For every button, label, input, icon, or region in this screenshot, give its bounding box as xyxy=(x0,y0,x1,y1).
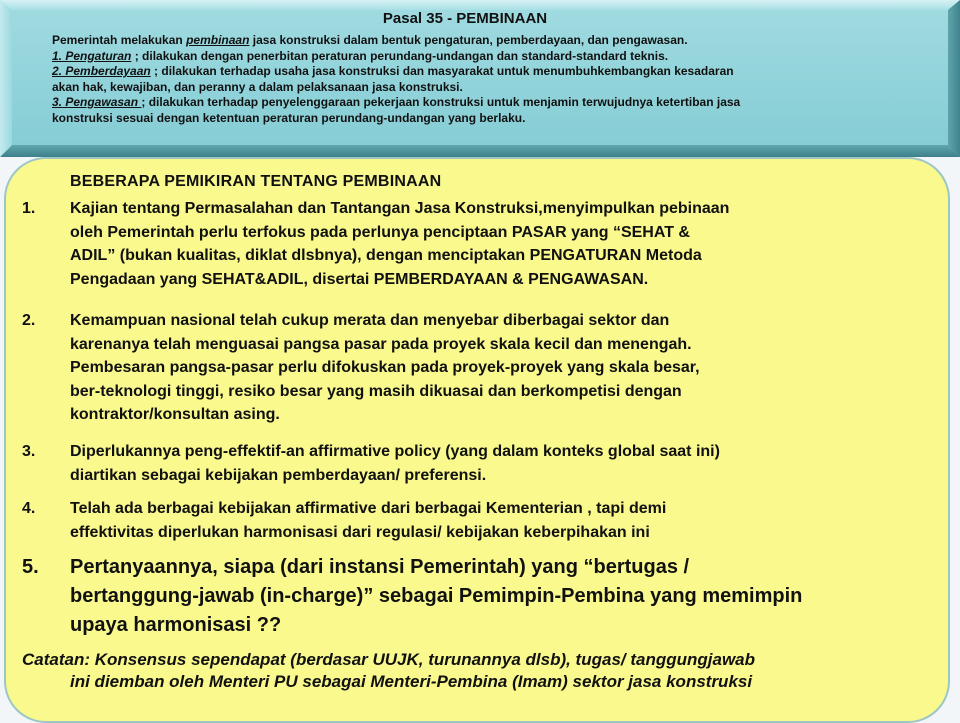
item-line: upaya harmonisasi ?? xyxy=(70,614,282,636)
item-line: diartikan sebagai kebijakan pemberdayaan/ preferensi. xyxy=(70,466,487,484)
catatan-note xyxy=(22,649,952,693)
item-line: Pertanyaannya, siapa (dari instansi Pemerintah) yang “bertugas / xyxy=(70,556,690,578)
intro-text: Pemerintah melakukan xyxy=(52,33,187,47)
term-pengaturan: 1. Pengaturan xyxy=(52,48,132,63)
point-2-text: ; dilakukan terhadap usaha jasa konstruksi dan masyarakat untuk menumbuhkembangkan kesadaran xyxy=(150,64,734,78)
item-line: Kajian tentang Permasalahan dan Tantangan Jasa Konstruksi,menyimpulkan pebinaan xyxy=(70,200,730,217)
pasal-point-3-cont: konstruksi sesuai dengan ketentuan peraturan perundang-undangan yang berlaku. xyxy=(52,110,526,125)
item-text xyxy=(70,440,950,487)
term-pemberdayaan: 2. Pemberdayaan xyxy=(52,64,151,78)
catatan-line: ini diemban oleh Menteri PU sebagai Menteri-Pembina (Imam) sektor jasa konstruksi xyxy=(70,672,753,691)
item-number: 1. xyxy=(22,200,36,217)
item-text xyxy=(70,497,950,544)
pasal-title: Pasal 35 - PEMBINAAN xyxy=(382,10,548,27)
item-line: ber-teknologi tinggi, resiko besar yang masih dikuasai dan berkompetisi dengan xyxy=(70,382,682,400)
item-line: Pengadaan yang SEHAT&ADIL, disertai PEMBERDAYAAN & PENGAWASAN. xyxy=(70,270,649,288)
item-line: Telah ada berbagai kebijakan affirmative dari berbagai Kementerian , tapi demi xyxy=(70,500,667,517)
point-3-text: ; dilakukan terhadap penyelenggaraan pekerjaan konstruksi untuk menjamin terwujudnya ketertiban jasa xyxy=(141,95,741,109)
item-line: oleh Pemerintah perlu terfokus pada perlunya penciptaan PASAR yang “SEHAT & xyxy=(70,223,690,241)
item-text xyxy=(70,309,950,427)
item-number: 2. xyxy=(22,312,36,329)
item-line: Diperlukannya peng-effektif-an affirmative policy (yang dalam konteks global saat ini) xyxy=(70,443,720,460)
term-pengawasan: 3. Pengawasan xyxy=(52,95,142,109)
item-text xyxy=(70,197,950,291)
pasal-point-2-cont: akan hak, kewajiban, dan peranny a dalam pelaksanaan jasa konstruksi. xyxy=(52,79,463,94)
item-line: Kemampuan nasional telah cukup merata dan menyebar diberbagai sektor dan xyxy=(70,312,670,329)
point-1-text: ; dilakukan dengan penerbitan peraturan perundang-undangan dan standard-standard teknis. xyxy=(131,48,669,63)
item-number: 4. xyxy=(22,500,36,517)
item-line: ADIL” (bukan kualitas, diklat dlsbnya), dengan menciptakan PENGATURAN Metoda xyxy=(70,247,702,264)
item-line: bertanggung-jawab (in-charge)” sebagai Pemimpin-Pembina yang memimpin xyxy=(70,585,803,607)
catatan-line: Catatan: Konsensus sependapat (berdasar UUJK, turunannya dlsb), tugas/ tanggungjawab xyxy=(22,650,756,669)
section-title: BEBERAPA PEMIKIRAN TENTANG PEMBINAAN xyxy=(70,173,442,190)
item-number: 5. xyxy=(22,556,39,578)
item-line: effektivitas diperlukan harmonisasi dari regulasi/ kebijakan keberpihakan ini xyxy=(70,523,650,541)
term-pembinaan: pembinaan xyxy=(186,33,250,47)
item-number: 3. xyxy=(22,443,36,460)
intro-text-end: jasa konstruksi dalam bentuk pengaturan, pemberdayaan, dan pengawasan. xyxy=(249,33,688,47)
item-line: karenanya telah menguasai pangsa pasar pada proyek skala kecil dan menengah. xyxy=(70,335,692,353)
item-text xyxy=(70,553,950,640)
item-line: Pembesaran pangsa-pasar perlu difokuskan pada proyek-proyek yang skala besar, xyxy=(70,359,700,376)
item-line: kontraktor/konsultan asing. xyxy=(70,406,280,423)
